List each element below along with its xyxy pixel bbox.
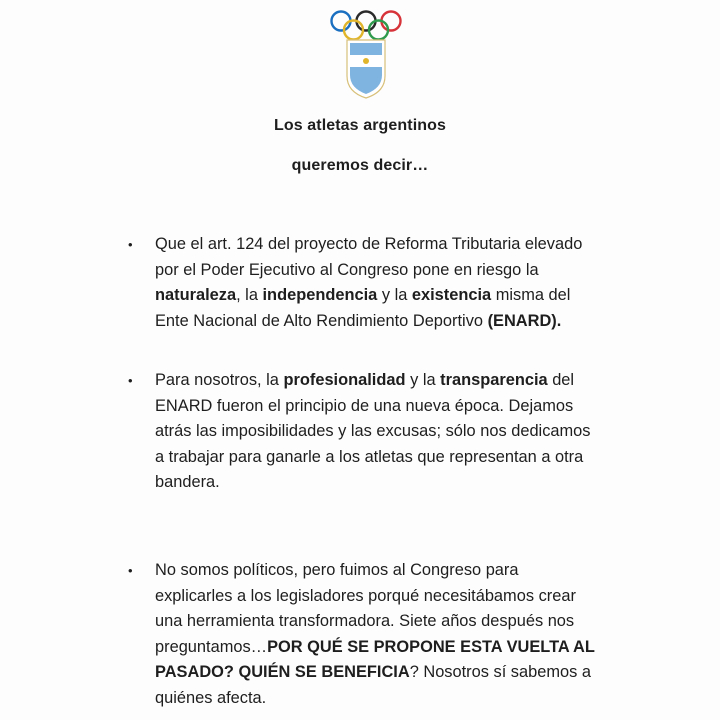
bold-naturaleza: naturaleza — [155, 286, 237, 304]
p1-line-3 — [155, 283, 625, 309]
bullet-icon: • — [128, 237, 133, 252]
bold-transparencia: transparencia — [440, 371, 548, 389]
p3-line-1: No somos políticos, pero fuimos al Congreso para — [155, 561, 519, 579]
shield-icon — [347, 40, 385, 98]
ring-black — [357, 12, 376, 31]
p3-line-2: explicarles a los legisladores porqué necesitábamos crear — [155, 586, 576, 605]
bold-independencia: independencia — [262, 286, 378, 304]
p2-text: y la — [405, 371, 441, 389]
p2-line-2: ENARD fueron el principio de una nueva época. Dejamos — [155, 396, 574, 415]
p2-line-1 — [155, 368, 625, 394]
p3-text: preguntamos… — [155, 637, 268, 656]
p3-line-5 — [155, 660, 625, 686]
p2-text: del — [547, 371, 575, 389]
title-line-1: Los atletas argentinos — [273, 117, 447, 134]
p1-line-4 — [155, 309, 625, 335]
paragraph-2 — [155, 368, 625, 496]
bold-enard: (ENARD). — [487, 311, 562, 330]
p3-line-3: una herramienta transformadora. Siete años después nos — [155, 612, 575, 630]
p2-line-4: a trabajar para ganarle a los atletas que representan a otra — [155, 447, 584, 466]
ring-green — [369, 21, 388, 40]
bullet-icon: • — [128, 373, 133, 388]
p1-text: Ente Nacional de Alto Rendimiento Deportivo — [155, 311, 488, 330]
bold-pasado: PASADO? QUIÉN SE BENEFICIA — [155, 663, 410, 681]
olympic-logo-icon — [328, 8, 404, 104]
paragraph-1 — [155, 232, 625, 334]
p1-text: y la — [377, 286, 412, 304]
ring-blue — [332, 12, 351, 31]
p2-line-3: atrás las imposibilidades y las excusas; sólo nos dedicamos — [155, 422, 591, 440]
p1-text: , la — [236, 286, 263, 304]
bold-existencia: existencia — [411, 286, 492, 304]
p1-line-2: por el Poder Ejecutivo al Congreso pone en riesgo la — [155, 260, 539, 279]
bullet-icon: • — [128, 563, 133, 578]
bold-por-que: POR QUÉ SE PROPONE ESTA VUELTA AL — [267, 637, 595, 656]
p1-text: misma del — [491, 286, 571, 304]
title-line-2: queremos decir… — [291, 157, 429, 174]
p3-line-6: quiénes afecta. — [155, 688, 267, 707]
ring-red — [382, 12, 401, 31]
p1-line-1: Que el art. 124 del proyecto de Reforma Tributaria elevado — [155, 235, 583, 253]
p2-text: Para nosotros, la — [155, 371, 284, 389]
bold-profesionalidad: profesionalidad — [283, 371, 406, 389]
p3-line-4 — [155, 635, 625, 661]
paragraph-3 — [155, 558, 625, 711]
p2-line-5: bandera. — [155, 473, 220, 491]
ring-yellow — [344, 21, 363, 40]
p3-text: ? Nosotros sí sabemos a — [409, 663, 591, 681]
